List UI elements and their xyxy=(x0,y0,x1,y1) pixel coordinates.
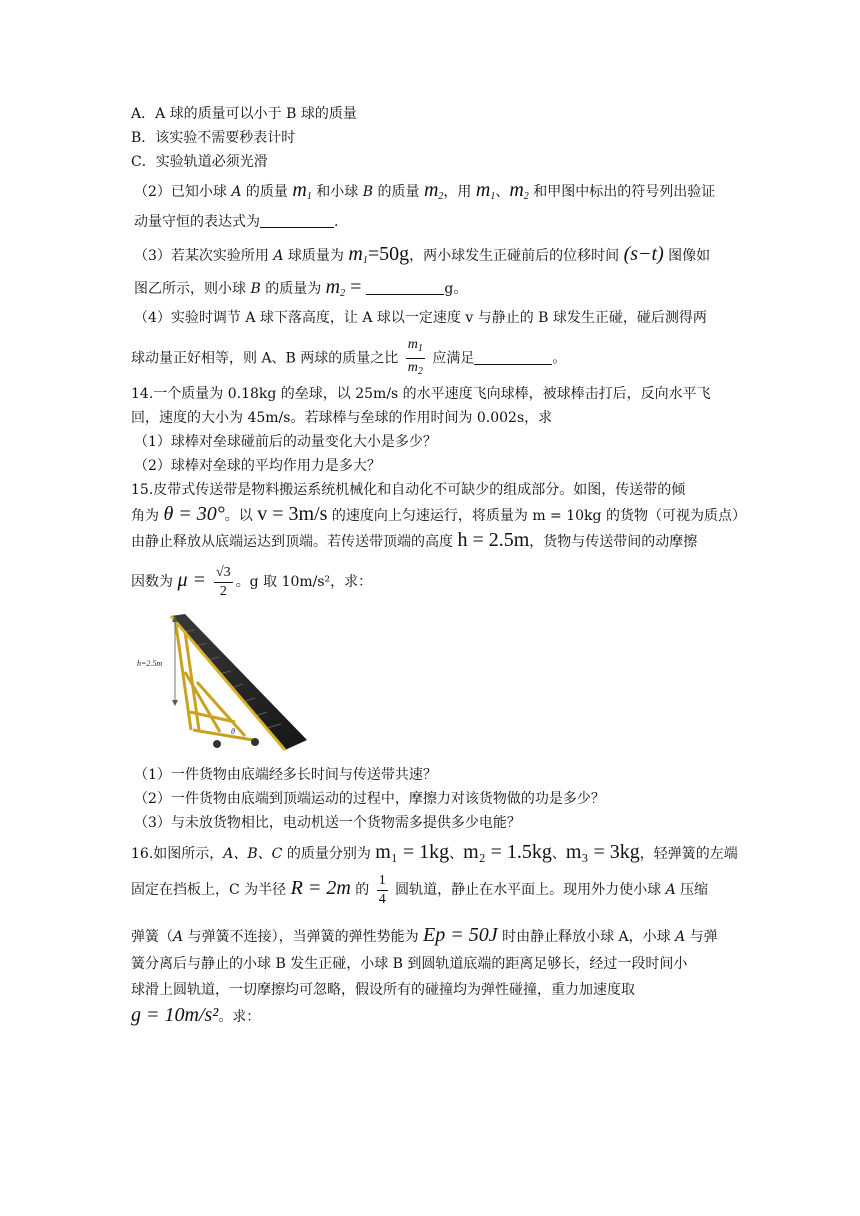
mass-ratio-fraction: $\frac{m_1}{m_2}$ xyxy=(407,337,423,377)
mu-fraction: $\frac{√3}{2}$ xyxy=(216,564,231,599)
q15-line3: 由静止释放从底端运达到顶端。若传送带顶端的高度 h = 2.5m，货物与传送带间的动摩擦 xyxy=(131,529,698,551)
q14-line2: 回，速度的大小为 45m/s。若球棒与垒球的作用时间为 0.002s，求 xyxy=(131,410,553,426)
q15-line4: 因数为 μ = $\frac{√3}{2}$ 。g 取 10m/s²，求： xyxy=(131,564,373,599)
q14-line1: 14.一个质量为 0.18kg 的垒球，以 25m/s 的水平速度飞向球棒，被球棒击打后，反向水平飞 xyxy=(131,386,711,402)
q13-part3-line1: （3）若某次实验所用 A 球质量为 $m_1=50g$，两小球发生正碰前后的位移时间 (s−t) 图像如 xyxy=(134,243,711,266)
wheel xyxy=(251,738,259,746)
q16-line6: g = 10m/s²。求： xyxy=(131,1004,261,1026)
angle-label: θ xyxy=(231,727,235,736)
answer-blank xyxy=(366,280,444,295)
q14-sub2: （2）球棒对垒球的平均作用力是多大？ xyxy=(134,458,381,474)
q13-part4-line1: （4）实验时调节 A 球下落高度，让 A 球以一定速度 v 与静止的 B 球发生正碰，碰后测得两 xyxy=(134,310,707,326)
q16-line2: 固定在挡板上，C 为半径 R = 2m 的 $\frac{1}{4}$ 圆轨道，静止在水平面上。现用外力使小球 A 压缩 xyxy=(131,872,709,907)
answer-blank xyxy=(260,213,334,228)
q16-line1: 16.如图所示，A、B、C 的质量分别为 m₁ = 1kg、m₂ = 1.5kg、m₃ = 3kg，轻弹簧的左端 xyxy=(131,841,738,863)
option-a: A．A 球的质量可以小于 B 球的质量 xyxy=(131,106,357,122)
option-b: B．该实验不需要秒表计时 xyxy=(131,130,296,146)
quarter-fraction: $\frac{1}{4}$ xyxy=(378,872,386,907)
q13-part4-line2: 球动量正好相等，则 A、B 两球的质量之比 $\frac{m_1}{m_2}$ 应满足 。 xyxy=(131,336,566,381)
q16-line3: 弹簧（A 与弹簧不连接），当弹簧的弹性势能为 Ep = 50J 时由静止释放小球 A，小球 A 与弹 xyxy=(131,924,718,946)
answer-blank xyxy=(474,350,552,365)
option-c: C．实验轨道必须光滑 xyxy=(131,154,268,170)
q15-line2: 角为 θ = 30°。以 v = 3m/s 的速度向上匀速运行，将质量为 m = 10kg 的货物（可视为质点） xyxy=(131,503,746,525)
wheel xyxy=(213,740,221,748)
height-label: h=2.5m xyxy=(137,659,163,668)
q13-part2-line1: （2）已知小球 A 的质量 $m_1$ 和小球 B 的质量 $m_2$，用 $m_1$、$m_2$ 和甲图中标出的符号列出验证 xyxy=(134,179,716,202)
q13-part2-line2: 动量守恒的表达式为 . xyxy=(134,214,339,230)
q15-sub3: （3）与未放货物相比，电动机送一个货物需多提供多少电能？ xyxy=(134,815,521,831)
conveyor-belt-image xyxy=(135,612,310,758)
q14-sub1: （1）球棒对垒球碰前后的动量变化大小是多少？ xyxy=(134,434,437,450)
q15-sub2: （2）一件货物由底端到顶端运动的过程中，摩擦力对该货物做的功是多少？ xyxy=(134,791,605,807)
q16-line4: 簧分离后与静止的小球 B 发生正碰，小球 B 到圆轨道底端的距离足够长，经过一段时间小 xyxy=(131,956,688,972)
belt-side-rail xyxy=(171,616,285,750)
q15-sub1: （1）一件货物由底端经多长时间与传送带共速？ xyxy=(134,767,437,783)
q13-part3-line2: 图乙所示，则小球 B 的质量为 $m_2 = g$。 xyxy=(134,276,468,299)
q16-line5: 球滑上圆轨道，一切摩擦均可忽略，假设所有的碰撞均为弹性碰撞，重力加速度取 xyxy=(131,982,635,998)
q15-line1: 15.皮带式传送带是物料搬运系统机械化和自动化不可缺少的组成部分。如图，传送带的倾 xyxy=(131,482,686,498)
arrow-head-bottom xyxy=(172,700,178,706)
